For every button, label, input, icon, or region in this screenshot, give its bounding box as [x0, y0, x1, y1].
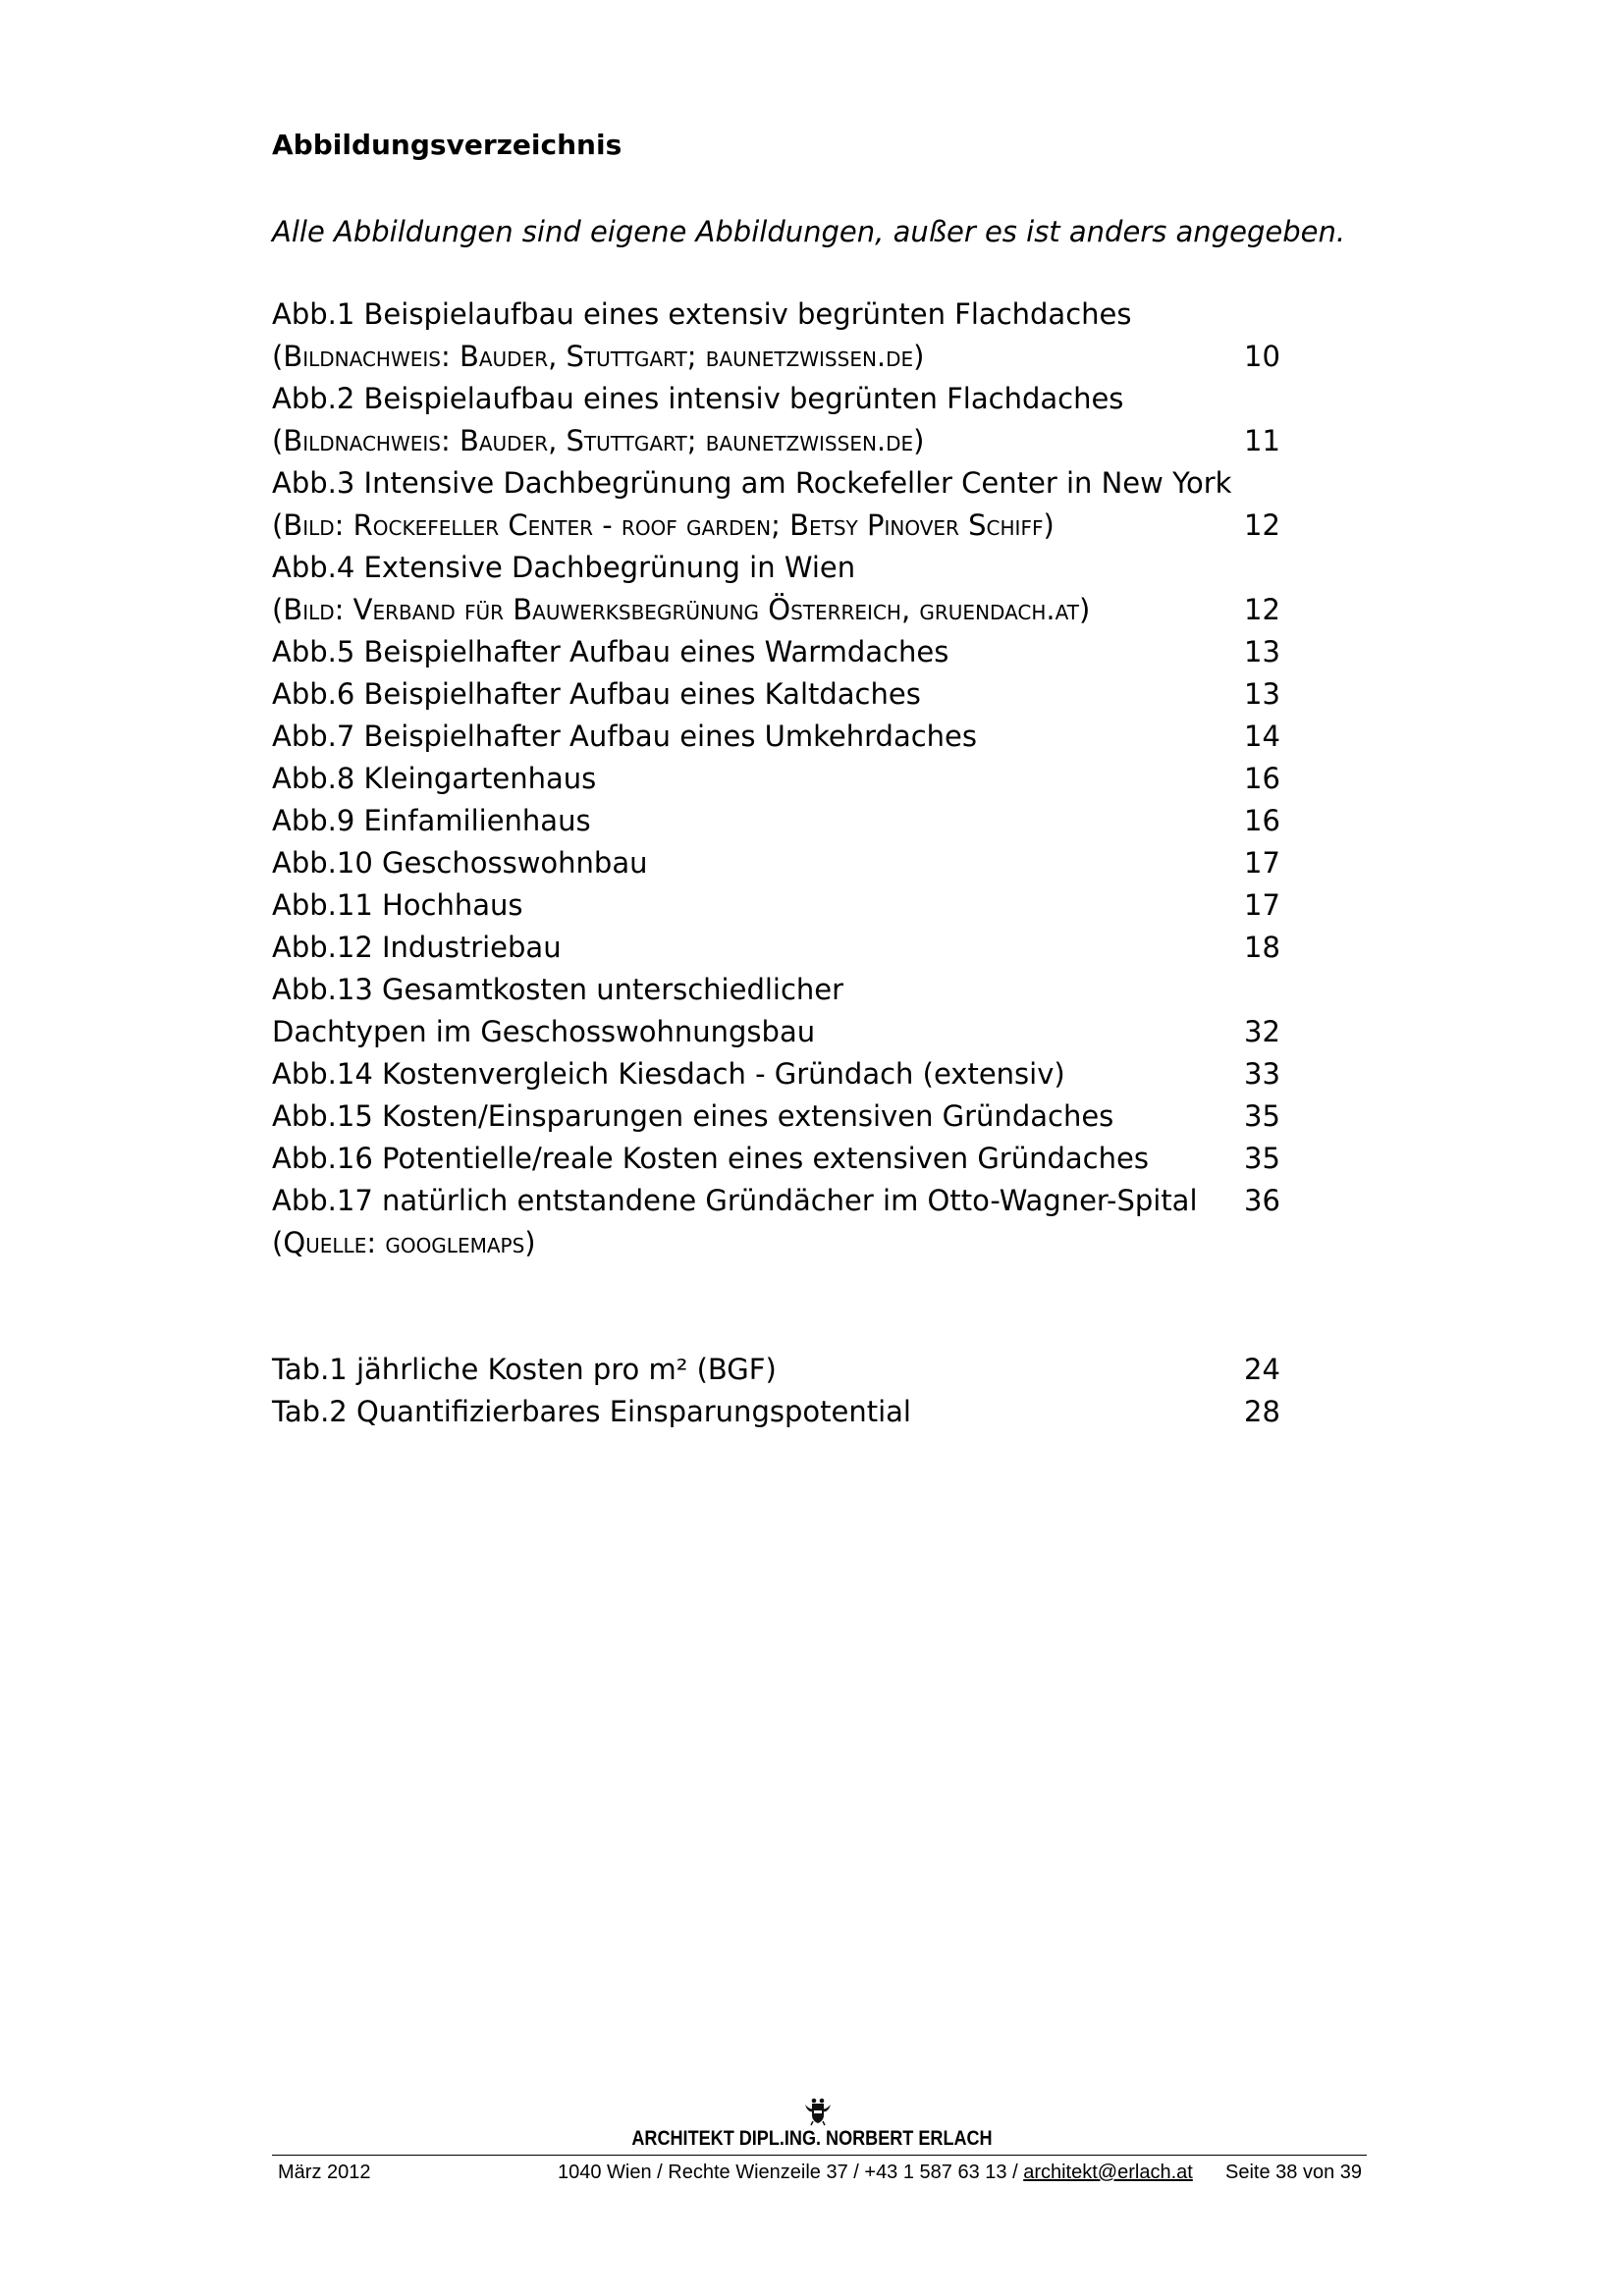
- toc-page: 16: [1244, 762, 1280, 795]
- toc-text: Abb.15 Kosten/Einsparungen eines extensiven Gründaches: [272, 1099, 1114, 1133]
- toc-row: [272, 462, 1278, 505]
- toc-text: Abb.4 Extensive Dachbegrünung in Wien: [272, 551, 856, 584]
- page-number: Seite 38 von 39: [1225, 2162, 1362, 2183]
- toc-row: [272, 969, 1278, 1011]
- toc-row: [272, 505, 1278, 547]
- toc-row: [272, 884, 1278, 927]
- toc-row: [272, 420, 1278, 462]
- toc-page: 28: [1244, 1395, 1280, 1428]
- intro-note: Alle Abbildungen sind eigene Abbildungen, außer es ist anders angegeben.: [272, 215, 1346, 248]
- toc-row: [272, 716, 1278, 758]
- toc-row: [272, 547, 1278, 589]
- toc-text: (Bildnachweis: Bauder, Stuttgart; baunetzwissen.de): [272, 424, 925, 457]
- toc-text: Abb.3 Intensive Dachbegrünung am Rockefeller Center in New York: [272, 466, 1232, 500]
- toc-text: Tab.1 jährliche Kosten pro m² (BGF): [272, 1353, 777, 1386]
- toc-page: 11: [1244, 424, 1280, 457]
- table-row: [272, 1349, 1278, 1391]
- toc-page: 14: [1244, 720, 1280, 753]
- toc-text: Abb.7 Beispielhafter Aufbau eines Umkehrdaches: [272, 720, 977, 753]
- toc-page: 18: [1244, 931, 1280, 964]
- toc-text: Abb.5 Beispielhafter Aufbau eines Warmdaches: [272, 635, 949, 668]
- toc-page: 12: [1244, 593, 1280, 626]
- toc-page: 12: [1244, 508, 1280, 542]
- toc-text: (Bildnachweis: Bauder, Stuttgart; baunetzwissen.de): [272, 340, 925, 373]
- toc-text: Abb.6 Beispielhafter Aufbau eines Kaltdaches: [272, 677, 921, 711]
- toc-text: Abb.14 Kostenvergleich Kiesdach - Gründach (extensiv): [272, 1057, 1065, 1091]
- toc-row: [272, 1053, 1278, 1095]
- toc-row: [272, 1095, 1278, 1138]
- toc-text: Abb.1 Beispielaufbau eines extensiv begrünten Flachdaches: [272, 297, 1132, 331]
- toc-page: 17: [1244, 888, 1280, 922]
- austrian-eagle-icon: [803, 2097, 833, 2126]
- toc-row: [272, 800, 1278, 842]
- toc-row: [272, 1180, 1278, 1222]
- toc-page: 13: [1244, 677, 1280, 711]
- toc-row: [272, 631, 1278, 673]
- toc-page: 36: [1244, 1184, 1280, 1217]
- toc-page: 32: [1244, 1015, 1280, 1048]
- toc-row: [272, 294, 1278, 336]
- toc-row: [272, 378, 1278, 420]
- footer-rule: [272, 2155, 1367, 2156]
- page-title: Abbildungsverzeichnis: [272, 129, 623, 161]
- toc-row: [272, 673, 1278, 716]
- toc-page: 13: [1244, 635, 1280, 668]
- toc-text: Abb.8 Kleingartenhaus: [272, 762, 597, 795]
- toc-page: 35: [1244, 1099, 1280, 1133]
- toc-page: 35: [1244, 1142, 1280, 1175]
- toc-page: 33: [1244, 1057, 1280, 1091]
- footer-date: März 2012: [278, 2162, 371, 2183]
- toc-row: [272, 842, 1278, 884]
- toc-text: Abb.12 Industriebau: [272, 931, 562, 964]
- architect-name: ARCHITEKT DIPL.ING. NORBERT ERLACH: [631, 2127, 993, 2150]
- toc-text: Abb.9 Einfamilienhaus: [272, 804, 591, 837]
- footer-address: [558, 2160, 1193, 2185]
- toc-row: [272, 1138, 1278, 1180]
- toc-text: (Bild: Rockefeller Center - roof garden; Betsy Pinover Schiff): [272, 508, 1055, 542]
- toc-page: 24: [1244, 1353, 1280, 1386]
- toc-text: Abb.11 Hochhaus: [272, 888, 523, 922]
- toc-text: Tab.2 Quantifizierbares Einsparungspotential: [272, 1395, 911, 1428]
- toc-row: [272, 589, 1278, 631]
- toc-row: [272, 336, 1278, 378]
- toc-text: Abb.16 Potentielle/reale Kosten eines extensiven Gründaches: [272, 1142, 1149, 1175]
- toc-text: Abb.13 Gesamtkosten unterschiedlicher: [272, 973, 844, 1006]
- toc-row: [272, 1011, 1278, 1053]
- toc-text: (Quelle: googlemaps): [272, 1226, 536, 1259]
- toc-row: [272, 758, 1278, 800]
- toc-text: Abb.17 natürlich entstandene Gründächer im Otto-Wagner-Spital: [272, 1184, 1198, 1217]
- toc-text: (Bild: Verband für Bauwerksbegrünung Österreich, gruendach.at): [272, 593, 1091, 626]
- toc-page: 16: [1244, 804, 1280, 837]
- toc-text: Abb.10 Geschosswohnbau: [272, 846, 648, 880]
- toc-text: Abb.2 Beispielaufbau eines intensiv begrünten Flachdaches: [272, 382, 1124, 415]
- table-row: [272, 1391, 1278, 1433]
- toc-row: [272, 927, 1278, 969]
- toc-page: 17: [1244, 846, 1280, 880]
- toc-text: Dachtypen im Geschosswohnungsbau: [272, 1015, 816, 1048]
- toc-row: [272, 1222, 1278, 1264]
- toc-page: 10: [1244, 340, 1280, 373]
- address-text: 1040 Wien / Rechte Wienzeile 37 / +43 1 587 63 13 /: [558, 2162, 1024, 2183]
- email-link[interactable]: architekt@erlach.at: [1023, 2162, 1193, 2183]
